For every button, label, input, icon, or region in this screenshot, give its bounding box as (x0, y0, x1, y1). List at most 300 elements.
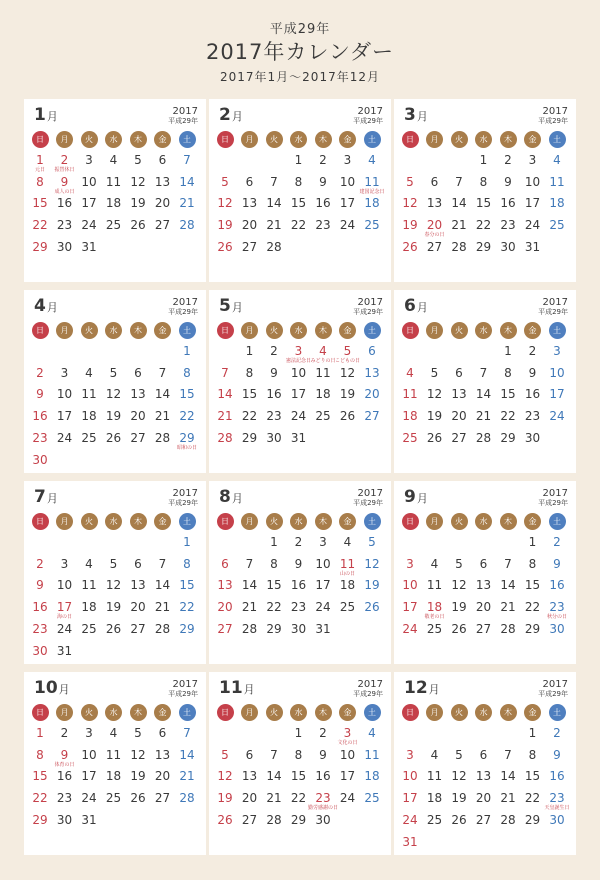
day-number: 15 (290, 769, 307, 784)
day-number: 16 (315, 196, 331, 211)
day-cell (152, 387, 174, 409)
day-number: 4 (85, 556, 93, 571)
day-cell (448, 431, 470, 453)
day-number: 19 (339, 387, 356, 402)
weekday-badge: 水 (475, 322, 492, 339)
day-cell (361, 153, 383, 175)
month-number: 9 (404, 487, 416, 507)
day-cell (176, 769, 198, 791)
day-number: 22 (179, 409, 195, 424)
weekday-badge: 日 (402, 131, 419, 148)
weekday-badge: 火 (451, 322, 468, 339)
day-cell (176, 344, 198, 366)
day-number: 29 (524, 812, 541, 827)
day-number: 12 (451, 769, 467, 784)
day-number: 15 (179, 387, 195, 402)
day-number: 18 (549, 196, 565, 211)
day-cell (239, 175, 261, 197)
day-number: 26 (105, 430, 122, 445)
day-cell (54, 175, 76, 197)
day-cell (152, 153, 174, 175)
weekday-badge: 日 (217, 513, 234, 530)
day-number: 20 (241, 791, 258, 806)
weekday-badge: 土 (179, 513, 196, 530)
day-cell (78, 600, 100, 622)
day-cell (424, 769, 446, 791)
era-year-label: 平成29年 (353, 690, 383, 698)
era-year-label: 平成29年 (538, 117, 568, 125)
day-cell (288, 175, 310, 197)
day-number: 29 (475, 239, 492, 254)
day-cell (103, 748, 125, 770)
weekday-badge: 日 (402, 704, 419, 721)
day-cell (522, 153, 544, 175)
day-cell (473, 791, 495, 813)
weekday-row (399, 513, 571, 533)
day-cell (448, 791, 470, 813)
day-number: 14 (179, 747, 195, 762)
day-cell (239, 769, 261, 791)
day-cell (54, 578, 76, 600)
day-cell (78, 366, 100, 388)
day-number: 30 (290, 621, 307, 636)
day-number: 1 (528, 726, 537, 740)
day-cell (176, 409, 198, 431)
day-cell (473, 409, 495, 431)
day-cell (288, 535, 310, 557)
day-cell (176, 431, 198, 453)
day-cell (497, 196, 519, 218)
day-number: 18 (81, 600, 97, 615)
month-number: 6 (404, 296, 416, 316)
day-cell (337, 387, 359, 409)
day-cell (54, 748, 76, 770)
day-number: 15 (179, 578, 195, 593)
day-cell (29, 813, 51, 835)
day-cell (152, 218, 174, 240)
day-cell (473, 578, 495, 600)
day-number: 27 (130, 621, 146, 636)
day-number: 10 (81, 174, 97, 189)
day-number: 20 (130, 409, 146, 424)
day-cell (103, 769, 125, 791)
day-cell (78, 726, 100, 748)
day-number: 21 (217, 409, 233, 424)
month-unit: 月 (46, 301, 58, 314)
weekday-badge: 金 (524, 513, 541, 530)
day-number: 29 (266, 621, 282, 636)
day-number: 7 (245, 556, 254, 571)
day-cell (288, 622, 310, 644)
day-cell (361, 557, 383, 579)
month-card (394, 290, 576, 473)
day-cell (424, 218, 446, 240)
day-cell (78, 409, 100, 431)
day-number: 29 (290, 812, 307, 827)
day-number: 16 (32, 600, 48, 615)
day-number: 29 (179, 430, 195, 445)
weekday-badge: 月 (241, 513, 258, 530)
day-cell (214, 622, 236, 644)
year-label: 2017 (542, 488, 568, 499)
day-cell (497, 748, 519, 770)
day-number: 6 (430, 174, 439, 189)
day-cell (361, 175, 383, 197)
day-cell (312, 366, 334, 388)
day-cell (263, 535, 285, 557)
year-label: 2017 (542, 679, 568, 690)
day-cell (473, 218, 495, 240)
day-number: 10 (81, 747, 97, 762)
day-number: 30 (32, 643, 48, 658)
day-cell (214, 218, 236, 240)
weekday-badge: 水 (475, 704, 492, 721)
day-cell (263, 387, 285, 409)
day-cell (424, 366, 446, 388)
day-cell (78, 240, 100, 262)
day-cell (152, 557, 174, 579)
day-number: 14 (241, 578, 258, 593)
month-unit: 月 (428, 683, 440, 696)
day-cell (473, 153, 495, 175)
day-number: 11 (81, 387, 97, 402)
day-cell (337, 748, 359, 770)
month-number: 5 (219, 296, 231, 316)
day-number: 23 (290, 600, 307, 615)
day-number: 2 (319, 153, 327, 167)
day-cell (399, 769, 421, 791)
day-number: 14 (266, 769, 282, 784)
day-number: 18 (364, 196, 380, 211)
day-number: 10 (339, 747, 356, 762)
month-card (394, 481, 576, 664)
day-number: 26 (364, 600, 380, 615)
day-cell (312, 748, 334, 770)
day-number: 9 (504, 174, 512, 189)
day-cell (29, 557, 51, 579)
month-card (209, 290, 391, 473)
day-cell (127, 387, 149, 409)
day-number: 2 (553, 535, 561, 549)
weekday-badge: 木 (500, 704, 517, 721)
day-cell (546, 748, 568, 770)
day-number: 24 (56, 430, 73, 445)
day-cell (103, 175, 125, 197)
day-grid (214, 153, 386, 278)
day-cell (54, 409, 76, 431)
day-number: 1 (36, 153, 44, 167)
day-cell (337, 578, 359, 600)
day-cell (546, 366, 568, 388)
day-number: 31 (81, 239, 97, 254)
holiday-label: 憲法記念日 (285, 358, 311, 364)
weekday-row (399, 704, 571, 724)
day-cell (176, 791, 198, 813)
day-number: 9 (36, 387, 44, 402)
day-number: 13 (426, 196, 443, 211)
day-cell (176, 153, 198, 175)
day-number: 7 (158, 556, 167, 571)
day-number: 22 (32, 218, 48, 233)
day-number: 11 (339, 556, 356, 571)
day-cell (127, 557, 149, 579)
day-number: 28 (451, 239, 467, 254)
day-cell (424, 748, 446, 770)
day-number: 19 (105, 600, 122, 615)
weekday-badge: 水 (105, 704, 122, 721)
day-cell (497, 431, 519, 453)
day-number: 19 (217, 218, 233, 233)
day-number: 7 (270, 174, 278, 189)
day-number: 24 (315, 600, 331, 615)
day-cell (103, 622, 125, 644)
day-cell (78, 578, 100, 600)
era-year-label: 平成29年 (168, 690, 198, 698)
day-cell (103, 791, 125, 813)
day-number: 9 (60, 174, 69, 189)
month-number: 12 (404, 678, 428, 698)
month-year (168, 107, 198, 125)
month-unit: 月 (416, 110, 428, 123)
day-cell (214, 769, 236, 791)
day-number: 6 (479, 747, 488, 762)
weekday-badge: 日 (32, 513, 49, 530)
day-cell (127, 218, 149, 240)
day-cell (29, 622, 51, 644)
day-number: 24 (339, 791, 356, 806)
weekday-badge: 木 (500, 131, 517, 148)
day-cell (288, 769, 310, 791)
day-cell (522, 726, 544, 748)
day-number: 8 (294, 747, 303, 762)
day-number: 29 (32, 812, 48, 827)
day-cell (522, 431, 544, 453)
holiday-label: 振替休日 (54, 167, 75, 173)
day-number: 7 (455, 174, 463, 189)
day-cell (361, 366, 383, 388)
year-label: 2017 (172, 297, 198, 308)
day-cell (546, 622, 568, 644)
day-number: 2 (60, 726, 69, 740)
day-cell (54, 557, 76, 579)
day-cell (239, 344, 261, 366)
era-year-label: 平成29年 (353, 499, 383, 507)
day-cell (497, 218, 519, 240)
day-number: 20 (364, 387, 380, 402)
holiday-label: 建国記念日 (359, 188, 385, 195)
day-number: 24 (81, 218, 97, 233)
day-cell (448, 240, 470, 262)
day-number: 25 (364, 218, 380, 233)
day-cell (399, 622, 421, 644)
day-number: 5 (134, 726, 142, 740)
day-number: 11 (105, 747, 122, 762)
holiday-label: 天皇誕生日 (544, 805, 570, 812)
day-number: 14 (154, 387, 171, 402)
day-number: 8 (504, 365, 512, 380)
day-cell (176, 535, 198, 557)
day-number: 14 (179, 174, 195, 189)
day-cell (152, 600, 174, 622)
day-cell (448, 387, 470, 409)
day-number: 8 (294, 174, 303, 189)
day-cell (546, 535, 568, 557)
day-number: 15 (290, 196, 307, 211)
day-cell (288, 431, 310, 453)
day-cell (312, 813, 334, 835)
day-number: 2 (60, 153, 69, 167)
day-number: 25 (426, 812, 443, 827)
day-cell (448, 600, 470, 622)
day-cell (546, 196, 568, 218)
day-cell (239, 240, 261, 262)
day-cell (288, 366, 310, 388)
day-number: 30 (524, 430, 541, 445)
weekday-badge: 金 (524, 131, 541, 148)
day-cell (103, 726, 125, 748)
weekday-badge: 火 (81, 704, 98, 721)
day-number: 22 (290, 791, 307, 806)
day-number: 4 (319, 344, 327, 358)
day-cell (361, 387, 383, 409)
day-cell (103, 153, 125, 175)
day-cell (127, 366, 149, 388)
day-number: 22 (241, 409, 258, 424)
day-cell (448, 622, 470, 644)
weekday-badge: 日 (402, 513, 419, 530)
weekday-badge: 土 (549, 131, 566, 148)
day-number: 31 (524, 239, 541, 254)
day-number: 13 (475, 578, 492, 593)
day-cell (176, 748, 198, 770)
day-number: 28 (475, 430, 492, 445)
day-number: 20 (217, 600, 233, 615)
day-cell (497, 387, 519, 409)
day-number: 19 (105, 409, 122, 424)
month-year (168, 489, 198, 507)
day-cell (54, 622, 76, 644)
day-number: 13 (154, 174, 171, 189)
month-name (404, 678, 440, 698)
day-number: 9 (319, 174, 327, 189)
day-grid (214, 726, 386, 851)
day-number: 22 (179, 600, 195, 615)
day-cell (424, 791, 446, 813)
month-name (34, 487, 58, 507)
day-number: 4 (553, 153, 561, 167)
month-card (24, 672, 206, 855)
day-number: 12 (364, 556, 380, 571)
weekday-row (29, 322, 201, 342)
month-name (404, 487, 428, 507)
day-number: 17 (339, 196, 356, 211)
day-number: 22 (524, 791, 541, 806)
day-number: 21 (500, 600, 516, 615)
weekday-badge: 火 (266, 704, 283, 721)
weekday-badge: 水 (290, 704, 307, 721)
weekday-badge: 土 (364, 704, 381, 721)
day-cell (54, 387, 76, 409)
day-number: 13 (130, 578, 146, 593)
day-cell (497, 175, 519, 197)
day-cell (54, 240, 76, 262)
year-label: 2017 (542, 297, 568, 308)
day-number: 24 (524, 218, 541, 233)
day-cell (78, 769, 100, 791)
weekday-badge: 日 (217, 704, 234, 721)
weekday-badge: 火 (266, 513, 283, 530)
day-cell (448, 557, 470, 579)
day-cell (424, 409, 446, 431)
day-number: 9 (60, 747, 69, 762)
day-cell (473, 769, 495, 791)
day-number: 17 (315, 578, 331, 593)
month-number: 4 (34, 296, 46, 316)
day-cell (176, 196, 198, 218)
day-cell (152, 175, 174, 197)
day-cell (78, 748, 100, 770)
weekday-badge: 火 (81, 131, 98, 148)
day-number: 23 (549, 791, 565, 806)
day-cell (448, 196, 470, 218)
day-cell (473, 813, 495, 835)
day-number: 23 (315, 791, 331, 806)
year-label: 2017 (172, 488, 198, 499)
day-number: 17 (81, 769, 97, 784)
day-number: 21 (475, 409, 492, 424)
day-cell (263, 600, 285, 622)
day-cell (312, 622, 334, 644)
day-cell (448, 578, 470, 600)
day-cell (239, 196, 261, 218)
day-cell (399, 748, 421, 770)
day-cell (522, 175, 544, 197)
day-number: 3 (553, 344, 561, 358)
day-number: 25 (364, 791, 380, 806)
day-number: 20 (241, 218, 258, 233)
era-year-label: 平成29年 (538, 499, 568, 507)
day-cell (497, 813, 519, 835)
day-cell (337, 769, 359, 791)
day-number: 6 (368, 344, 376, 358)
day-cell (176, 175, 198, 197)
weekday-badge: 火 (81, 322, 98, 339)
day-cell (152, 196, 174, 218)
day-number: 25 (81, 430, 97, 445)
day-cell (103, 366, 125, 388)
day-cell (54, 769, 76, 791)
day-cell (361, 600, 383, 622)
day-cell (127, 769, 149, 791)
day-cell (239, 431, 261, 453)
day-number: 2 (36, 365, 44, 380)
day-cell (288, 748, 310, 770)
weekday-badge: 土 (179, 704, 196, 721)
day-number: 6 (158, 726, 167, 740)
day-number: 8 (36, 174, 44, 189)
day-cell (312, 578, 334, 600)
holiday-label: 山の日 (339, 570, 355, 577)
weekday-row (399, 322, 571, 342)
day-cell (54, 153, 76, 175)
day-cell (176, 366, 198, 388)
day-cell (473, 196, 495, 218)
day-number: 3 (294, 344, 303, 358)
day-number: 11 (549, 174, 565, 189)
day-cell (78, 813, 100, 835)
day-number: 23 (32, 621, 48, 636)
day-number: 5 (343, 344, 352, 358)
